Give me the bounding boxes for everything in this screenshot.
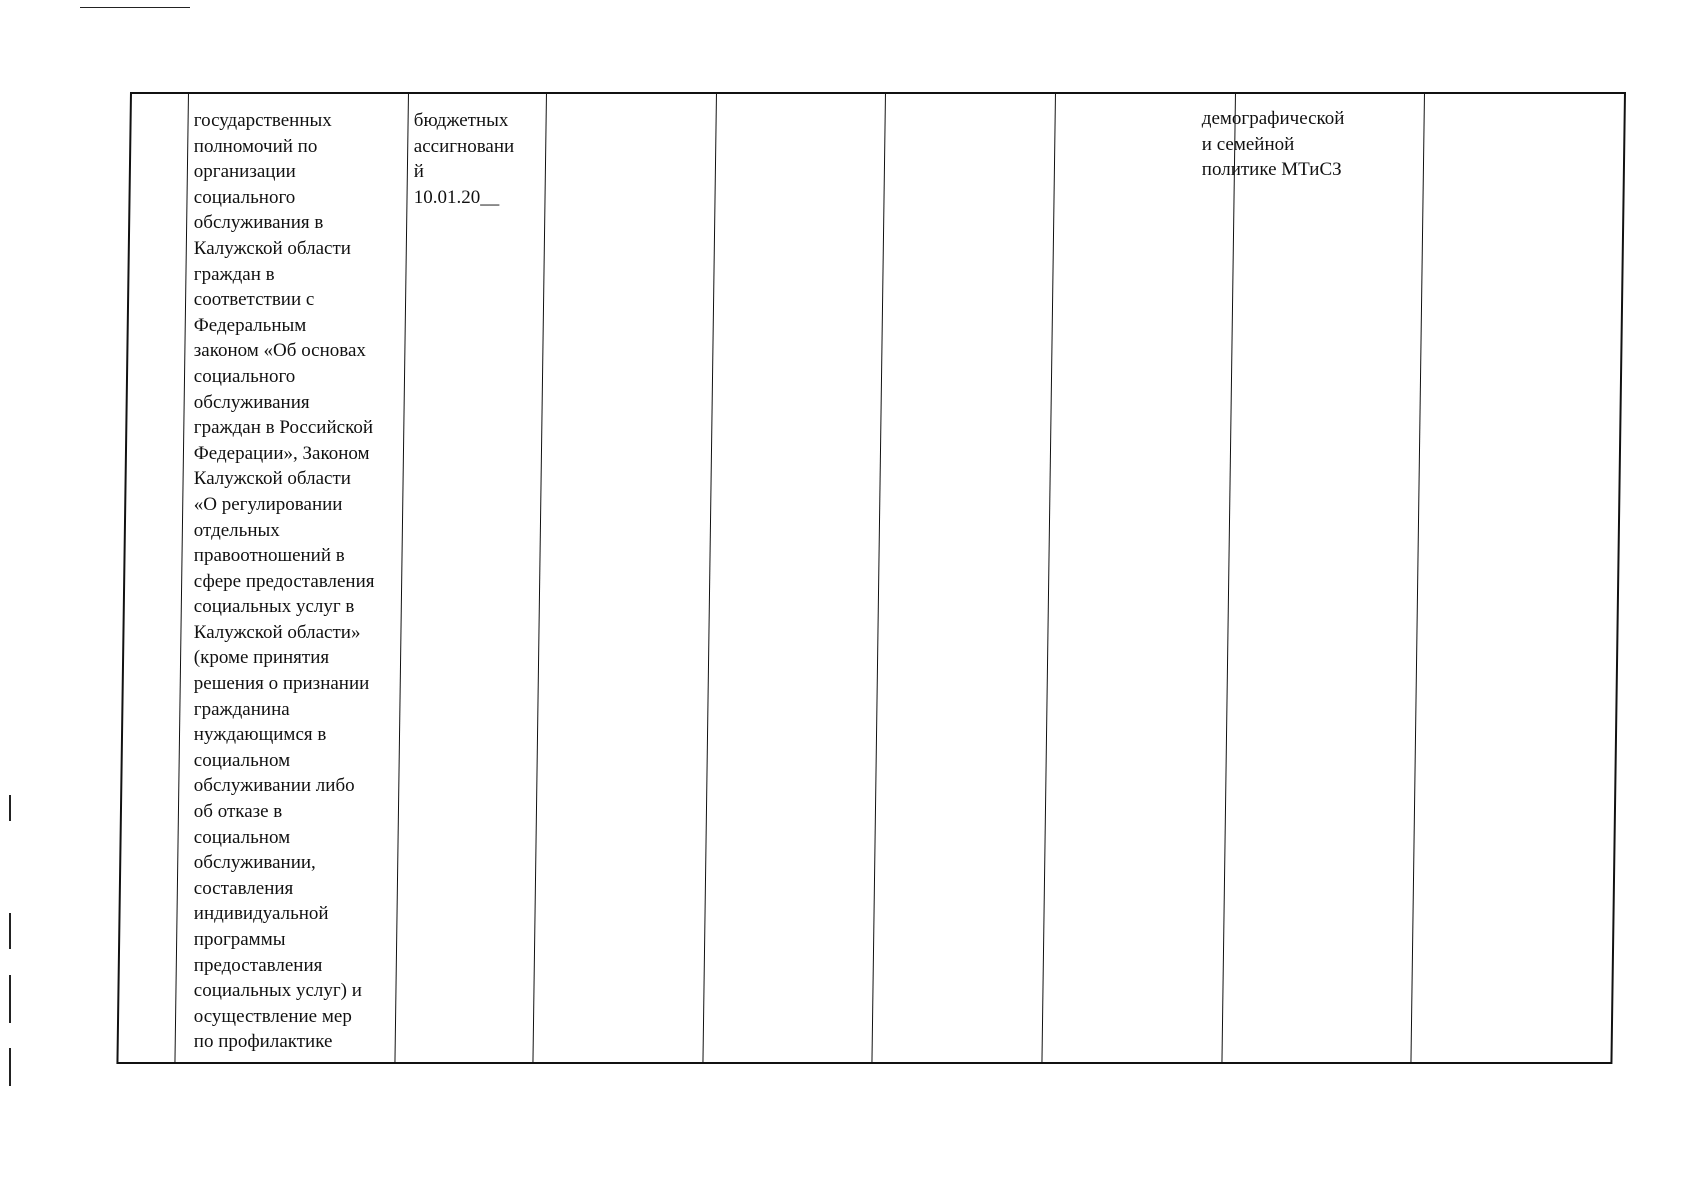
top-rule-mark (80, 7, 190, 8)
column-divider (174, 94, 189, 1062)
cell-responsible-department: демографической и семейной политике МТиСЗ (1201, 108, 1345, 181)
column-divider (532, 94, 547, 1062)
scan-edge-mark (9, 795, 11, 821)
cell-budget-allocations: бюджетных ассигновани й 10.01.20__ (413, 110, 515, 208)
scan-edge-mark (9, 975, 11, 1023)
column-divider (1221, 94, 1236, 1062)
column-divider (1410, 94, 1425, 1062)
continuation-table (116, 92, 1626, 1064)
column-divider (702, 94, 717, 1062)
column-divider (1041, 94, 1056, 1062)
column-divider (871, 94, 886, 1062)
cell-powers-description: государственных полномочий по организации социального обслуживания в Калужской области граждан в соответствии с Федеральным законом «Об основах социального обслуживания граждан в Российской Федерации», Законом Калужской области «О регулировании отдельных правоотношений в сфере предоставления социальных услуг в Калужской области» (кроме принятия решения о признании гражданина нуждающимся в социальном обслуживании либо об отказе в социальном обслуживании, составления индивидуальной программы предоставления социальных услуг) и осуществление мер по профилактике (193, 110, 375, 1053)
scan-edge-mark (9, 1048, 11, 1086)
scan-edge-mark (9, 913, 11, 949)
